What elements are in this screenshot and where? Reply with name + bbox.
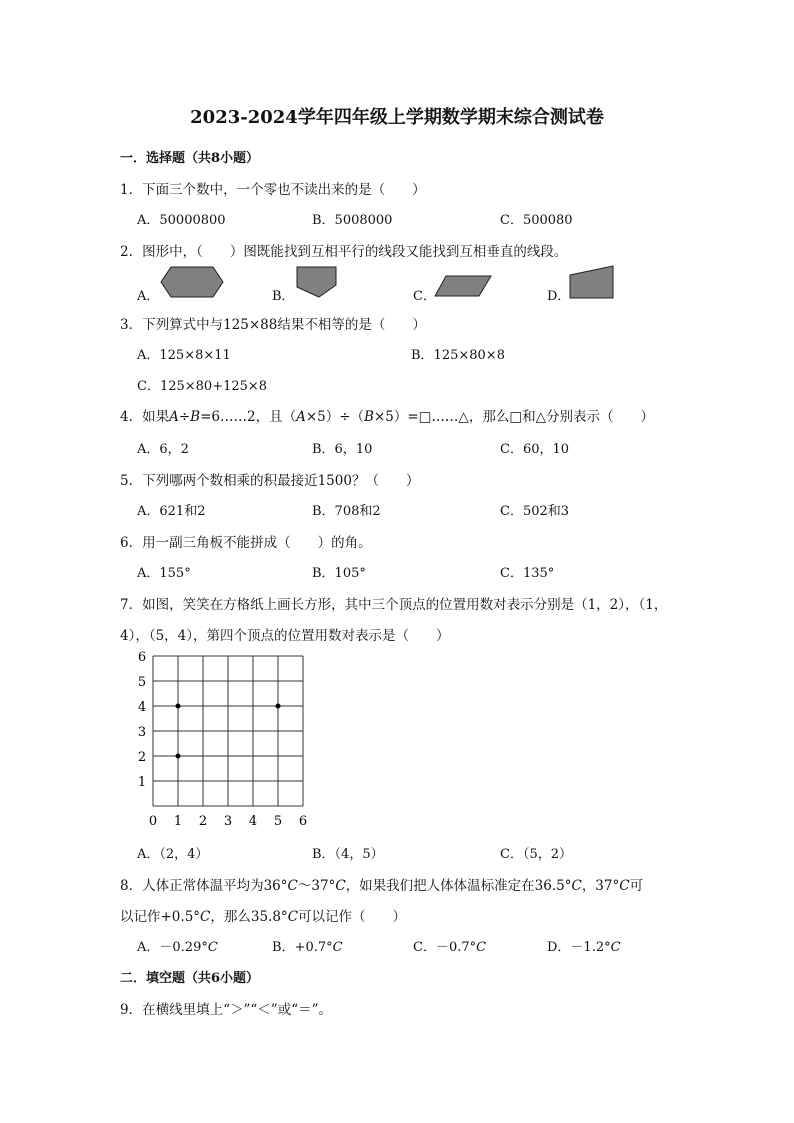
question-8-stem-line-1: 8．人体正常体温平均为36°C～37°C，如果我们把人体体温标准定在36.5°C，37°C可 — [120, 878, 644, 894]
y-axis-ticks — [138, 650, 146, 790]
question-8-stem-line-2: 以记作+0.5°C，那么35.8°C可以记作（ ） — [120, 909, 407, 925]
right-trapezoid-shape — [569, 265, 615, 299]
question-1-option-c: C．500080 — [500, 213, 573, 228]
grid-point — [176, 754, 181, 759]
question-9-stem: 9．在横线里填上“＞”“＜”或“＝”。 — [120, 1002, 332, 1018]
question-8-option-c: C．－0.7°C — [413, 940, 487, 955]
question-2-stem: 2．图形中，（ ）图既能找到互相平行的线段又能找到互相垂直的线段。 — [120, 244, 568, 260]
page-title: 2023-2024学年四年级上学期数学期末综合测试卷 — [190, 107, 604, 128]
question-2-option-b: B． — [272, 289, 295, 304]
question-4-option-c: C．60，10 — [500, 442, 570, 457]
question-6-option-c: C．135° — [500, 566, 555, 581]
question-1-option-a: A．50000800 — [137, 213, 226, 228]
question-6-stem: 6．用一副三角板不能拼成（ ）的角。 — [120, 535, 372, 551]
question-8-option-b: B．+0.7°C — [272, 940, 343, 955]
question-8-option-a: A．－0.29°C — [137, 940, 218, 955]
grid-point — [176, 704, 181, 709]
grid-point — [276, 704, 281, 709]
question-4-option-a: A．6，2 — [137, 442, 189, 457]
x-tick-label: 0 — [148, 814, 158, 829]
section-heading-fill: 二．填空题（共6小题） — [120, 971, 260, 986]
hexagon-shape — [160, 266, 224, 298]
section-heading-choice: 一．选择题（共8小题） — [120, 151, 260, 166]
x-tick-label: 4 — [248, 814, 258, 829]
question-3-option-b: B．125×80×8 — [411, 348, 505, 363]
question-5-option-b: B．708和2 — [312, 504, 381, 519]
question-2-option-a: A． — [137, 289, 160, 304]
question-5-stem: 5．下列哪两个数相乘的积最接近1500？（ ） — [120, 473, 420, 489]
question-3-stem: 3．下列算式中与125×88结果不相等的是（ ） — [120, 317, 426, 333]
question-7-option-a: A．（2，4） — [137, 847, 209, 862]
y-tick-label: 1 — [137, 775, 147, 790]
coordinate-grid — [128, 650, 318, 830]
x-tick-label: 6 — [298, 814, 308, 829]
question-7-option-c: C．（5，2） — [500, 847, 572, 862]
parallelogram-shape — [434, 275, 492, 297]
question-7-stem-line-2: 4），（5，4），第四个顶点的位置用数对表示是（ ） — [120, 628, 450, 644]
x-tick-label: 2 — [198, 814, 208, 829]
grid-lines — [153, 656, 303, 806]
y-tick-label: 5 — [137, 675, 147, 690]
question-5-option-a: A．621和2 — [137, 504, 206, 519]
question-4-option-b: B．6，10 — [312, 442, 373, 457]
question-8-option-d: D．－1.2°C — [547, 940, 621, 955]
question-1-option-b: B．5008000 — [312, 213, 393, 228]
question-5-option-c: C．502和3 — [500, 504, 570, 519]
question-4-stem: 4．如果A÷B=6……2，且（A×5）÷（B×5）=□……△，那么□和△分别表示（ ） — [120, 409, 654, 425]
x-tick-label: 1 — [173, 814, 183, 829]
pentagon-shape — [296, 266, 338, 298]
question-2-option-c: C． — [413, 289, 436, 304]
question-3-option-a: A．125×8×11 — [137, 348, 231, 363]
question-2-option-d: D． — [547, 289, 571, 304]
question-7-stem-line-1: 7．如图，笑笑在方格纸上画长方形，其中三个顶点的位置用数对表示分别是（1，2），（1， — [120, 597, 668, 613]
question-1-stem: 1．下面三个数中，一个零也不读出来的是（ ） — [120, 182, 426, 198]
x-axis-ticks — [149, 814, 307, 829]
question-6-option-b: B．105° — [312, 566, 366, 581]
y-tick-label: 4 — [137, 700, 147, 715]
x-tick-label: 5 — [273, 814, 283, 829]
question-7-option-b: B．（4，5） — [312, 847, 384, 862]
x-tick-label: 3 — [223, 814, 233, 829]
y-tick-label: 2 — [137, 750, 147, 765]
question-6-option-a: A．155° — [137, 566, 191, 581]
y-tick-label: 6 — [137, 650, 147, 665]
y-tick-label: 3 — [137, 725, 147, 740]
question-3-option-c: C．125×80+125×8 — [137, 379, 268, 394]
